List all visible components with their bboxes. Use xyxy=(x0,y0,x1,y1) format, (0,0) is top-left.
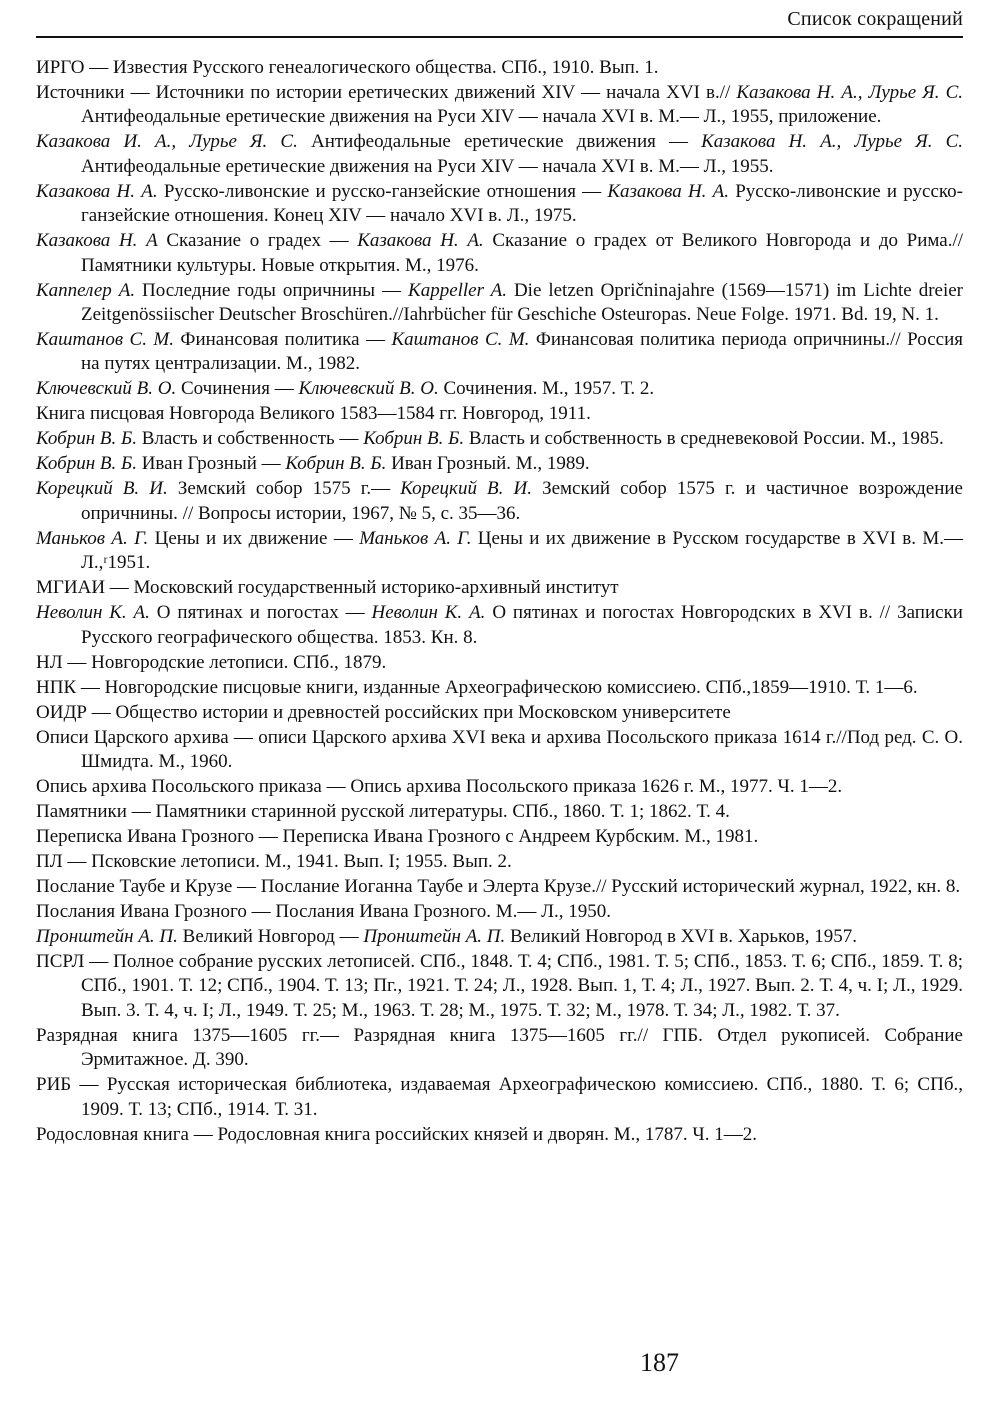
entry-author: Кобрин В. Б. xyxy=(36,428,137,450)
entry-author: Маньков А. Г. xyxy=(359,527,472,549)
entry-text: ИРГО — Известия Русского генеалогического общества. СПб., 1910. Вып. 1. xyxy=(36,57,659,78)
entry-text: Антифеодальные еретические движения — xyxy=(297,131,702,153)
abbreviation-entry xyxy=(36,229,963,278)
abbreviation-entry xyxy=(36,328,963,377)
entry-text: Описи Царского архива — описи Царского архива XVI века и архива Посольского приказа 1614 г.//Под ред. С. О. Шмидта. М., 1960. xyxy=(36,726,963,773)
entry-text: Цены и их движение в Русском государстве в XVI в. М.— Л.,ʳ1951. xyxy=(81,527,964,574)
abbreviation-entry xyxy=(36,800,963,824)
entry-text: МГИАИ — Московский государственный историко-архивный институт xyxy=(36,577,619,599)
abbreviation-entry xyxy=(36,427,963,451)
entry-author: Ключевский В. О. xyxy=(298,378,439,400)
entry-text: Власть и собственность — xyxy=(136,428,364,450)
entry-author: Кобрин В. Б. xyxy=(36,453,137,475)
abbreviation-entry xyxy=(36,726,963,775)
entry-text: Книга писцовая Новгорода Великого 1583—1584 гг. Новгород, 1911. xyxy=(36,403,591,425)
entry-text: Сочинения — xyxy=(176,378,299,400)
entry-text: Антифеодальные еретические движения на Руси XIV — начала XVI в. М.— Л., 1955. xyxy=(81,155,774,177)
running-header-title: Список сокращений xyxy=(787,8,963,30)
entry-text: ОИДР — Общество истории и древностей российских при Московском университете xyxy=(36,701,731,723)
entry-author: Корецкий В. И. xyxy=(36,478,168,500)
abbreviation-entry xyxy=(36,377,963,401)
abbreviation-entry xyxy=(36,527,963,576)
abbreviation-entry xyxy=(36,676,963,700)
entry-text: Переписка Ивана Грозного — Переписка Ивана Грозного с Андреем Курбским. М., 1981. xyxy=(36,826,759,848)
abbreviation-entry xyxy=(36,81,963,130)
abbreviation-entry xyxy=(36,900,963,924)
entry-author: Каппелер А. xyxy=(36,279,136,301)
abbreviation-entry xyxy=(36,130,963,179)
entry-author: Кобрин В. Б. xyxy=(285,453,387,475)
page-number: 187 xyxy=(640,1348,679,1377)
entry-author: Казакова Н. А., Лурье Я. С. xyxy=(736,82,963,103)
entry-text: НПК — Новгородские писцовые книги, изданные Археографическою комиссиею. СПб.,1859—1910. Т. 1—6. xyxy=(36,676,918,698)
entry-text: РИБ — Русская историческая библиотека, издаваемая Археографическою комиссиею. СПб., 1880. Т. 6; СПб., 1909. Т. 13; СПб., 1914. Т. 31. xyxy=(36,1074,963,1120)
entry-author: Пронштейн А. П. xyxy=(36,926,178,948)
entry-text: Памятники — Памятники старинной русской литературы. СПб., 1860. Т. 1; 1862. Т. 4. xyxy=(36,801,730,823)
entry-text: Земский собор 1575 г. и частичное возрождение опричнины. // Вопросы истории, 1967, № 5, с. 35—36. xyxy=(81,478,963,524)
entry-text: Земский собор 1575 г.— xyxy=(167,478,401,500)
entry-author: Казакова Н. А. xyxy=(357,230,484,252)
abbreviation-entry xyxy=(36,850,963,874)
entry-text: О пятинах и погостах Новгородских в XVI в. // Записки Русского географического общества. 1853. Кн. 8. xyxy=(81,602,963,648)
abbreviation-entry xyxy=(36,601,963,650)
entry-author: Маньков А. Г. xyxy=(36,527,149,549)
entry-text: Разрядная книга 1375—1605 гг.— Разрядная книга 1375—1605 гг.// ГПБ. Отдел рукописей. Собрание Эрмитажное. Д. 390. xyxy=(36,1024,963,1071)
entry-text: ПСРЛ — Полное собрание русских летописей. СПб., 1848. Т. 4; СПб., 1981. Т. 5; СПб., 1853. Т. 6; СПб., 1859. Т. 8; СПб., 1901. Т. 12; СПб., 1904. Т. 13; Пг., 1921. Т. 24; Л., 1928. Вып. 1, Т. 4; Л., 1927. Вып. 2. Т. 4, ч. I; Л., 1929. Вып. 3. Т. 4, ч. I; Л., 1949. Т. 25; М., 1963. Т. 28; М., 1975. Т. 32; М., 1978. Т. 34; Л., 1982. Т. 37. xyxy=(36,951,963,1021)
abbreviation-entry xyxy=(36,477,963,526)
abbreviation-entry xyxy=(36,1073,963,1122)
header-rule xyxy=(36,36,963,38)
entry-text: Послания Ивана Грозного — Послания Ивана Грозного. М.— Л., 1950. xyxy=(36,901,612,923)
entry-text: НЛ — Новгородские летописи. СПб., 1879. xyxy=(36,651,387,673)
entry-text: Великий Новгород — xyxy=(177,926,364,948)
abbreviation-entry xyxy=(36,875,963,899)
abbreviation-entry xyxy=(36,1024,963,1073)
abbreviation-entry xyxy=(36,452,963,476)
abbreviation-entry xyxy=(36,1123,963,1147)
abbreviation-entry xyxy=(36,402,963,426)
entry-text: Власть и собственность в средневековой России. М., 1985. xyxy=(464,428,944,450)
entry-text: Русско-ливонские и русско-ганзейские отношения — xyxy=(157,180,608,202)
entry-text: Die letzen Opričninajahre (1569—1571) im Lichte dreier Zeitgenössiischer Deutscher Broschüren.//Iahrbücher für Geschiche Osteuropas. Neue Folge. 1971. Bd. 19, N. 1. xyxy=(81,279,964,326)
abbreviation-entry xyxy=(36,651,963,675)
entry-author: Каштанов С. М. xyxy=(36,329,174,351)
abbreviation-entry xyxy=(36,950,963,1023)
entry-text: Иван Грозный. М., 1989. xyxy=(386,453,590,475)
abbreviation-entry xyxy=(36,56,963,80)
entry-text: О пятинах и погостах — xyxy=(149,602,372,624)
entry-text: Сочинения. М., 1957. Т. 2. xyxy=(438,378,655,400)
entry-author: Пронштейн А. П. xyxy=(363,926,506,948)
entry-author: Ключевский В. О. xyxy=(36,378,177,400)
entry-author: Казакова Н. А., Лурье Я. С. xyxy=(701,131,963,153)
entry-author: Kappeller A. xyxy=(408,279,507,301)
abbreviation-entry xyxy=(36,279,963,328)
entry-text: Послание Таубе и Крузе — Послание Иоганна Таубе и Элерта Крузе.// Русский исторический журнал, 1922, кн. 8. xyxy=(36,876,961,898)
entry-text: Русско-ливонские и русско-ганзейские отношения. Конец XIV — начало XVI в. Л., 1975. xyxy=(81,180,964,227)
entry-text: Иван Грозный — xyxy=(136,453,286,475)
abbreviation-list xyxy=(36,56,963,1148)
abbreviation-entry xyxy=(36,701,963,725)
entry-author: Неволин К. А. xyxy=(371,602,486,624)
entry-text: Источники — Источники по истории еретических движений XIV — начала XVI в.// xyxy=(36,82,737,103)
entry-text: Опись архива Посольского приказа — Опись архива Посольского приказа 1626 г. М., 1977. Ч. 1—2. xyxy=(36,776,843,798)
abbreviation-entry xyxy=(36,775,963,799)
entry-text: Сказание о градех от Великого Новгорода и до Рима.// Памятники культуры. Новые открытия. М., 1976. xyxy=(81,230,963,276)
entry-text: ПЛ — Псковские летописи. М., 1941. Вып. I; 1955. Вып. 2. xyxy=(36,851,512,873)
entry-author: Каштанов С. М. xyxy=(391,329,530,351)
entry-text: Цены и их движение — xyxy=(148,527,360,549)
abbreviation-entry xyxy=(36,825,963,849)
entry-text: Сказание о градех — xyxy=(157,230,358,252)
abbreviation-entry xyxy=(36,576,963,600)
entry-text: Последние годы опричнины — xyxy=(135,279,409,301)
entry-author: Казакова И. А., Лурье Я. С. xyxy=(36,131,298,153)
entry-author: Казакова Н. А xyxy=(36,230,158,252)
entry-text: Финансовая политика — xyxy=(173,329,392,351)
entry-text: Родословная книга — Родословная книга российских князей и дворян. М., 1787. Ч. 1—2. xyxy=(36,1123,757,1145)
entry-text: Финансовая политика периода опричнины.// Россия на путях централизации. М., 1982. xyxy=(81,329,963,375)
entry-text: Антифеодальные еретические движения на Руси XIV — начала XVI в. М.— Л., 1955, приложение. xyxy=(81,106,882,128)
entry-author: Казакова Н. А. xyxy=(607,180,729,202)
abbreviation-entry xyxy=(36,180,963,229)
entry-author: Неволин К. А. xyxy=(36,602,150,624)
entry-author: Корецкий В. И. xyxy=(400,478,532,500)
abbreviation-entry xyxy=(36,925,963,949)
entry-author: Казакова Н. А. xyxy=(36,180,158,202)
entry-text: Великий Новгород в XVI в. Харьков, 1957. xyxy=(505,926,858,948)
entry-author: Кобрин В. Б. xyxy=(363,428,465,450)
